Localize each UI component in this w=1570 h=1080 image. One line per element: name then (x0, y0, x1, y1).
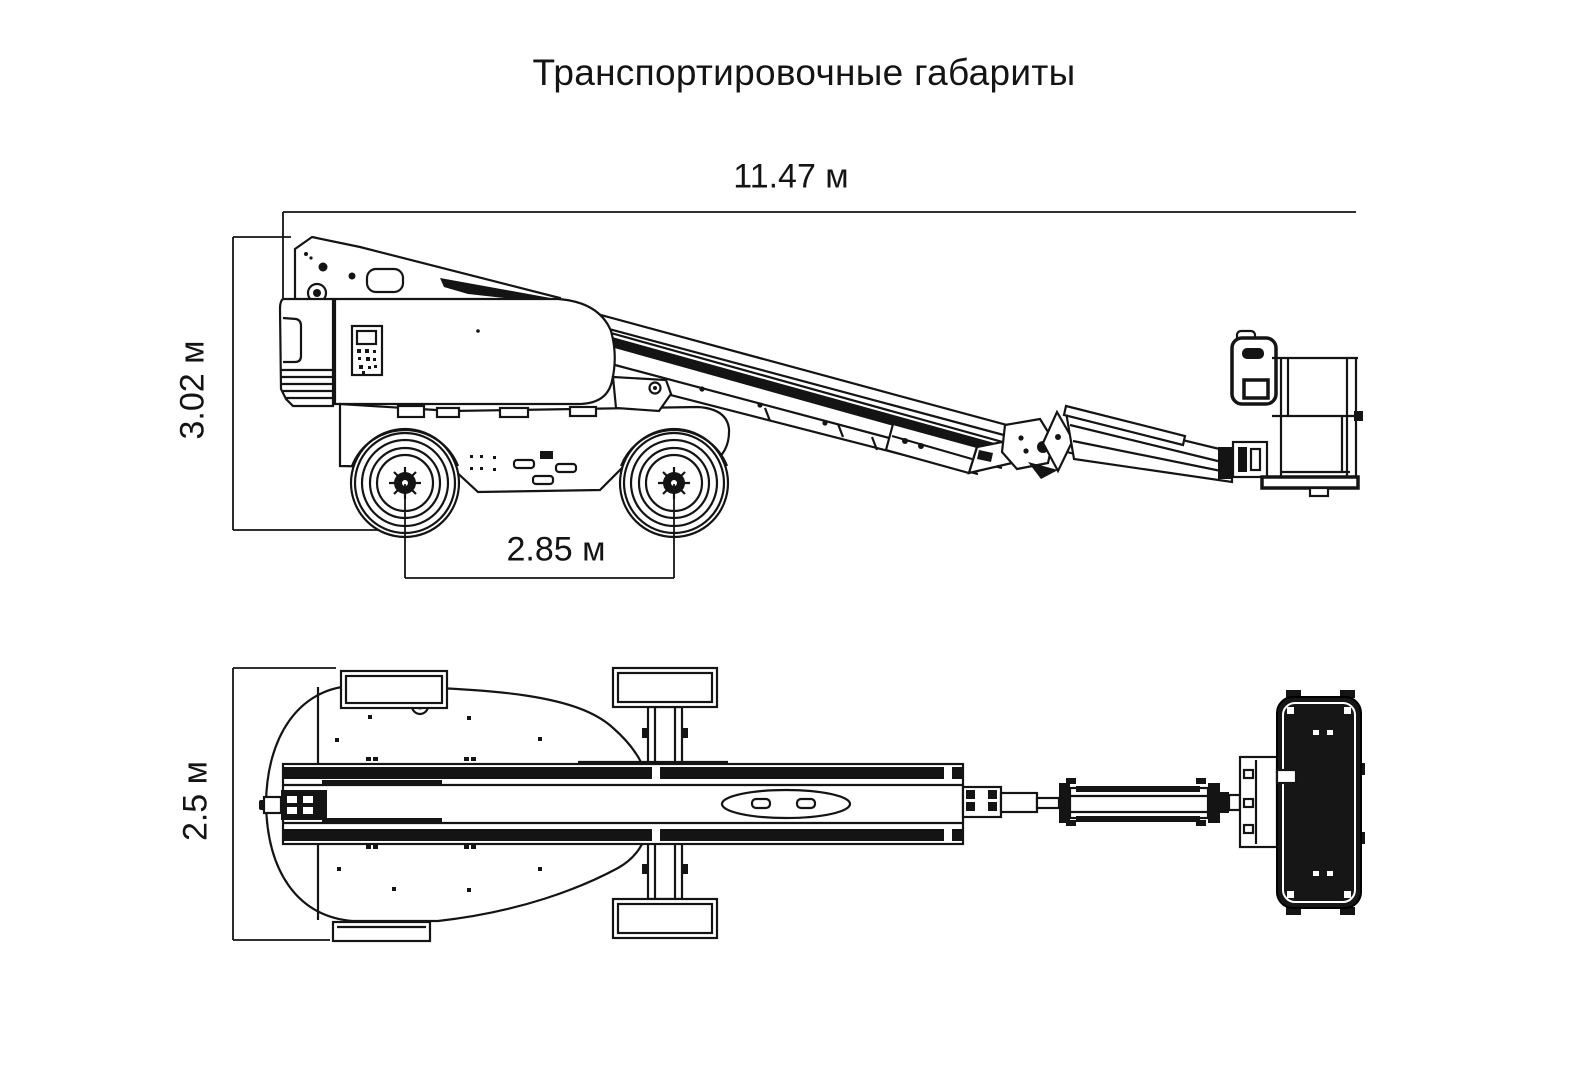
diagram-title: Транспортировочные габариты (532, 52, 1076, 93)
boom-oval-cutout (722, 790, 850, 818)
dimension-length-label: 11.47 м (733, 157, 849, 196)
side-view (280, 237, 1363, 537)
platform-mount-top-view (1240, 757, 1277, 847)
jib-side (1002, 406, 1267, 482)
riser (295, 237, 560, 304)
tire-bottom-left (333, 922, 430, 941)
basket-console (1232, 331, 1276, 404)
top-view (259, 668, 1365, 941)
jib-cylinder-top-view (1059, 778, 1240, 826)
basket-floor (1262, 477, 1358, 488)
axle-strut-top (648, 707, 682, 762)
turret-cover (335, 299, 615, 404)
basket-top-view (1277, 690, 1365, 915)
tail-pin (264, 797, 281, 813)
axle-strut-bottom (648, 841, 682, 899)
boom-rest (613, 377, 671, 411)
dimension-height-label: 3.02 м (173, 340, 212, 440)
dimension-wheelbase-label: 2.85 м (506, 530, 606, 569)
counterweight (280, 299, 333, 406)
tire-top-left (341, 671, 447, 708)
boom-coupling (963, 787, 1059, 817)
cage-rails (1272, 358, 1358, 488)
dimension-width-label: 2.5 м (176, 760, 215, 842)
